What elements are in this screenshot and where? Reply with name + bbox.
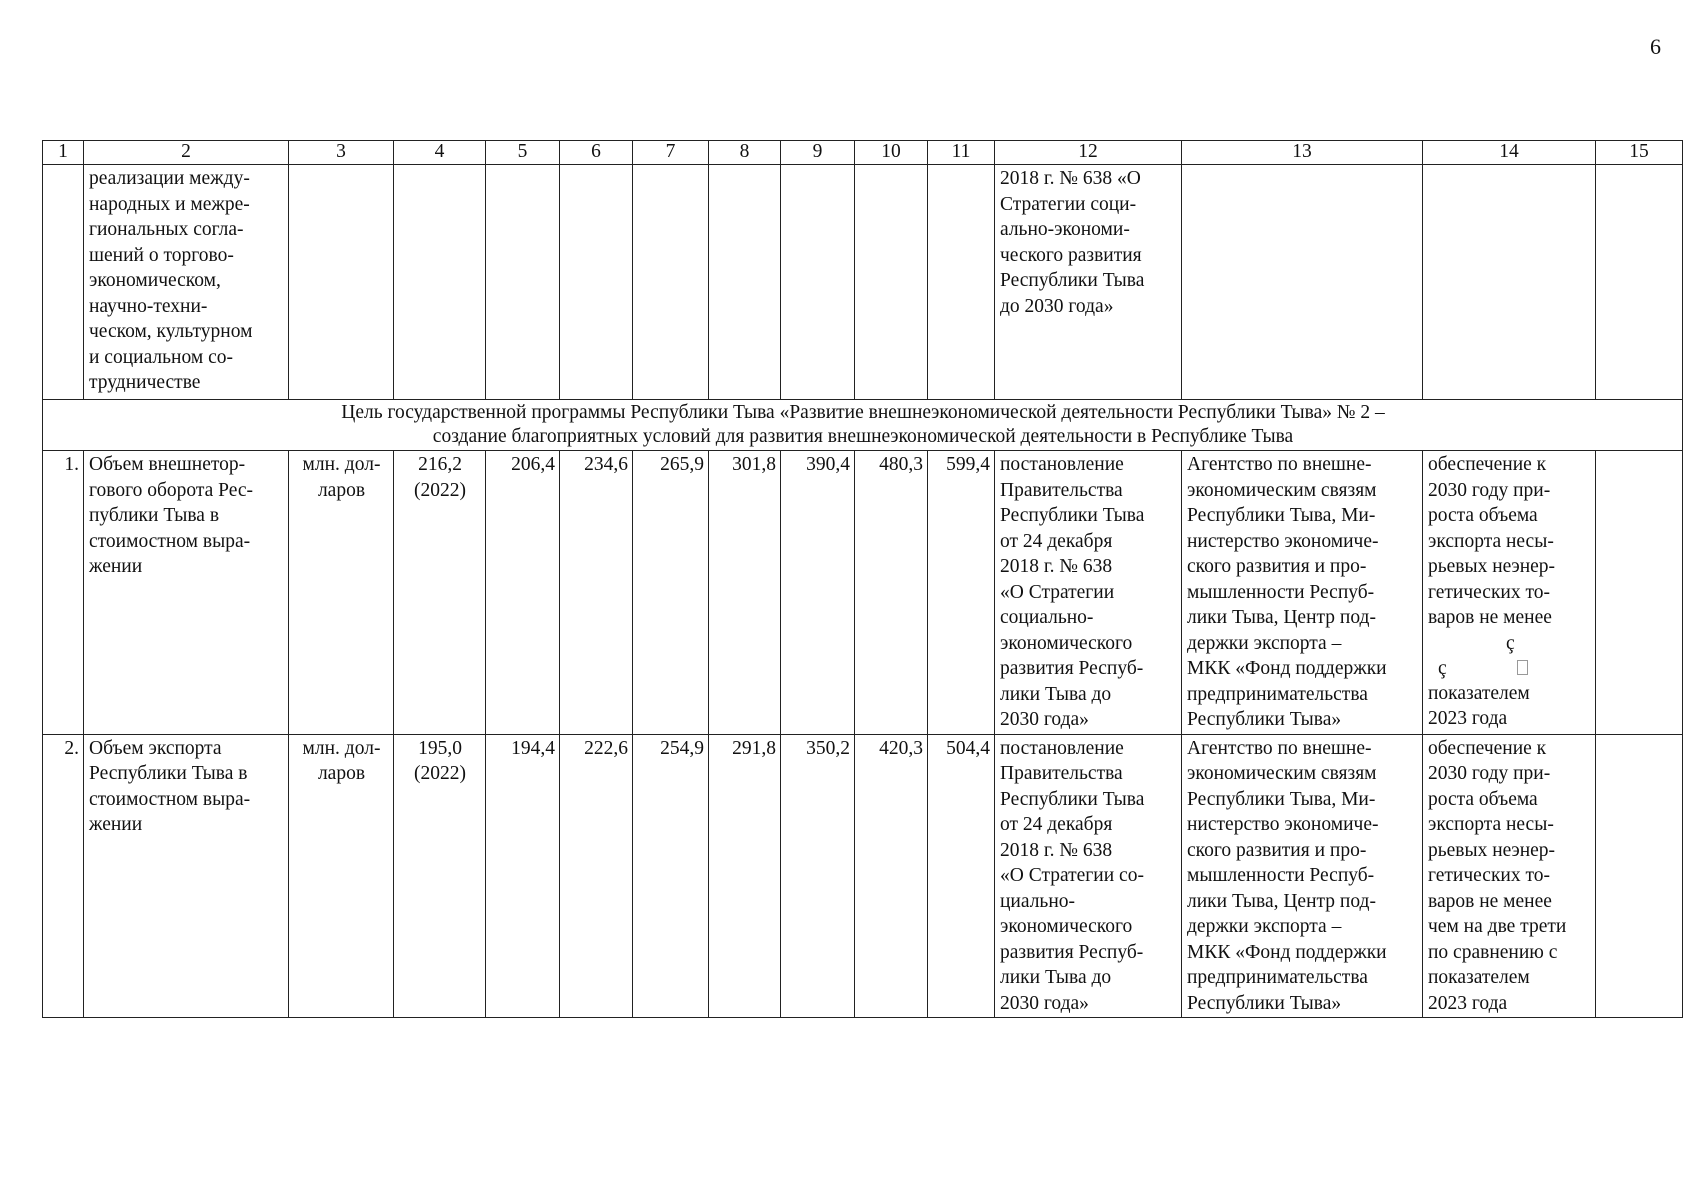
value-cell: 480,3 [855, 451, 928, 735]
column-header: 5 [486, 141, 560, 165]
column-header: 12 [995, 141, 1182, 165]
column-header: 8 [709, 141, 781, 165]
value-cell: 291,8 [709, 734, 781, 1018]
table-cell [486, 165, 560, 400]
table-cell [1596, 165, 1683, 400]
value-cell: 350,2 [781, 734, 855, 1018]
table-cell [781, 165, 855, 400]
column-header: 11 [928, 141, 995, 165]
column-header: 10 [855, 141, 928, 165]
row-number: 2. [43, 734, 84, 1018]
table-cell [1423, 165, 1596, 400]
value-cell: 301,8 [709, 451, 781, 735]
base-value-cell: 195,0 (2022) [394, 734, 486, 1018]
table-row [43, 734, 1683, 1018]
result-text: обеспечение к 2030 году при- роста объема экспорта несы- рьевых неэнер- гетических то- варов не менее [1428, 454, 1556, 628]
column-header: 15 [1596, 141, 1683, 165]
result-glyph-line [1428, 631, 1591, 656]
unrendered-glyph-box [1517, 660, 1528, 675]
table-cell [633, 165, 709, 400]
column-header: 14 [1423, 141, 1596, 165]
row-number: 1. [43, 451, 84, 735]
indicator-cell: реализации между- народных и межре- гиональных согла- шений о торгово- экономическом, научно-техни- ческом, культурном и социальном со- трудничестве [84, 165, 289, 400]
document-cell: постановление Правительства Республики Тыва от 24 декабря 2018 г. № 638 «О Стратегии со- циально- экономического развития Респуб- лики Тыва до 2030 года» [995, 734, 1182, 1018]
document-cell: 2018 г. № 638 «О Стратегии соци- ально-экономи- ческого развития Республики Тыва до 2030 года» [995, 165, 1182, 400]
value-cell: 390,4 [781, 451, 855, 735]
column-header: 2 [84, 141, 289, 165]
column-header: 3 [289, 141, 394, 165]
result-glyph: ç [1438, 657, 1447, 679]
table-cell [560, 165, 633, 400]
column-header: 13 [1182, 141, 1423, 165]
table-cell [394, 165, 486, 400]
document-cell: постановление Правительства Республики Тыва от 24 декабря 2018 г. № 638 «О Стратегии социально- экономического развития Респуб- лики Тыва до 2030 года» [995, 451, 1182, 735]
indicator-cell: Объем экспорта Республики Тыва в стоимостном выра- жении [84, 734, 289, 1018]
table-cell [43, 165, 84, 400]
table-cell [709, 165, 781, 400]
table-row [43, 451, 1683, 735]
value-cell: 504,4 [928, 734, 995, 1018]
unit-cell: млн. дол- ларов [289, 451, 394, 735]
result-glyph: ç [1506, 632, 1515, 654]
value-cell: 254,9 [633, 734, 709, 1018]
indicators-table [42, 140, 1683, 1018]
column-header: 6 [560, 141, 633, 165]
continuation-row [43, 165, 1683, 400]
column-header: 7 [633, 141, 709, 165]
result-cell [1423, 451, 1596, 735]
table-cell [289, 165, 394, 400]
value-cell: 265,9 [633, 451, 709, 735]
value-cell: 420,3 [855, 734, 928, 1018]
responsible-cell: Агентство по внешне- экономическим связям Республики Тыва, Ми- нистерство экономиче- ского развития и про- мышленности Респуб- лики Тыва, Центр под- держки экспорта – МКК «Фонд поддержки предпринимательства Республики Тыва» [1182, 734, 1423, 1018]
column-header: 9 [781, 141, 855, 165]
value-cell: 599,4 [928, 451, 995, 735]
table-cell [855, 165, 928, 400]
table-cell [1182, 165, 1423, 400]
value-cell: 222,6 [560, 734, 633, 1018]
column-number-row [43, 141, 1683, 165]
column-header: 4 [394, 141, 486, 165]
value-cell: 206,4 [486, 451, 560, 735]
table-cell [1596, 451, 1683, 735]
column-header: 1 [43, 141, 84, 165]
program-goal-heading: Цель государственной программы Республики Тыва «Развитие внешнеэкономической деятельности Республики Тыва» № 2 – создание благоприятных условий для развития внешнеэкономической деятельности в Республике Тыва [43, 400, 1683, 451]
table-cell [1596, 734, 1683, 1018]
page-number: 6 [1650, 34, 1661, 59]
responsible-cell: Агентство по внешне- экономическим связям Республики Тыва, Ми- нистерство экономиче- ского развития и про- мышленности Респуб- лики Тыва, Центр под- держки экспорта – МКК «Фонд поддержки предпринимательства Республики Тыва» [1182, 451, 1423, 735]
base-value-cell: 216,2 (2022) [394, 451, 486, 735]
goal-row [43, 400, 1683, 451]
indicator-cell: Объем внешнетор- гового оборота Рес- публики Тыва в стоимостном выра- жении [84, 451, 289, 735]
value-cell: 194,4 [486, 734, 560, 1018]
result-cell: обеспечение к 2030 году при- роста объема экспорта несы- рьевых неэнер- гетических то- варов не менее чем на две трети по сравнению с показателем 2023 года [1423, 734, 1596, 1018]
unit-cell: млн. дол- ларов [289, 734, 394, 1018]
value-cell: 234,6 [560, 451, 633, 735]
result-glyph-line [1428, 656, 1591, 681]
result-text: показателем 2023 года [1428, 682, 1530, 729]
table-cell [928, 165, 995, 400]
